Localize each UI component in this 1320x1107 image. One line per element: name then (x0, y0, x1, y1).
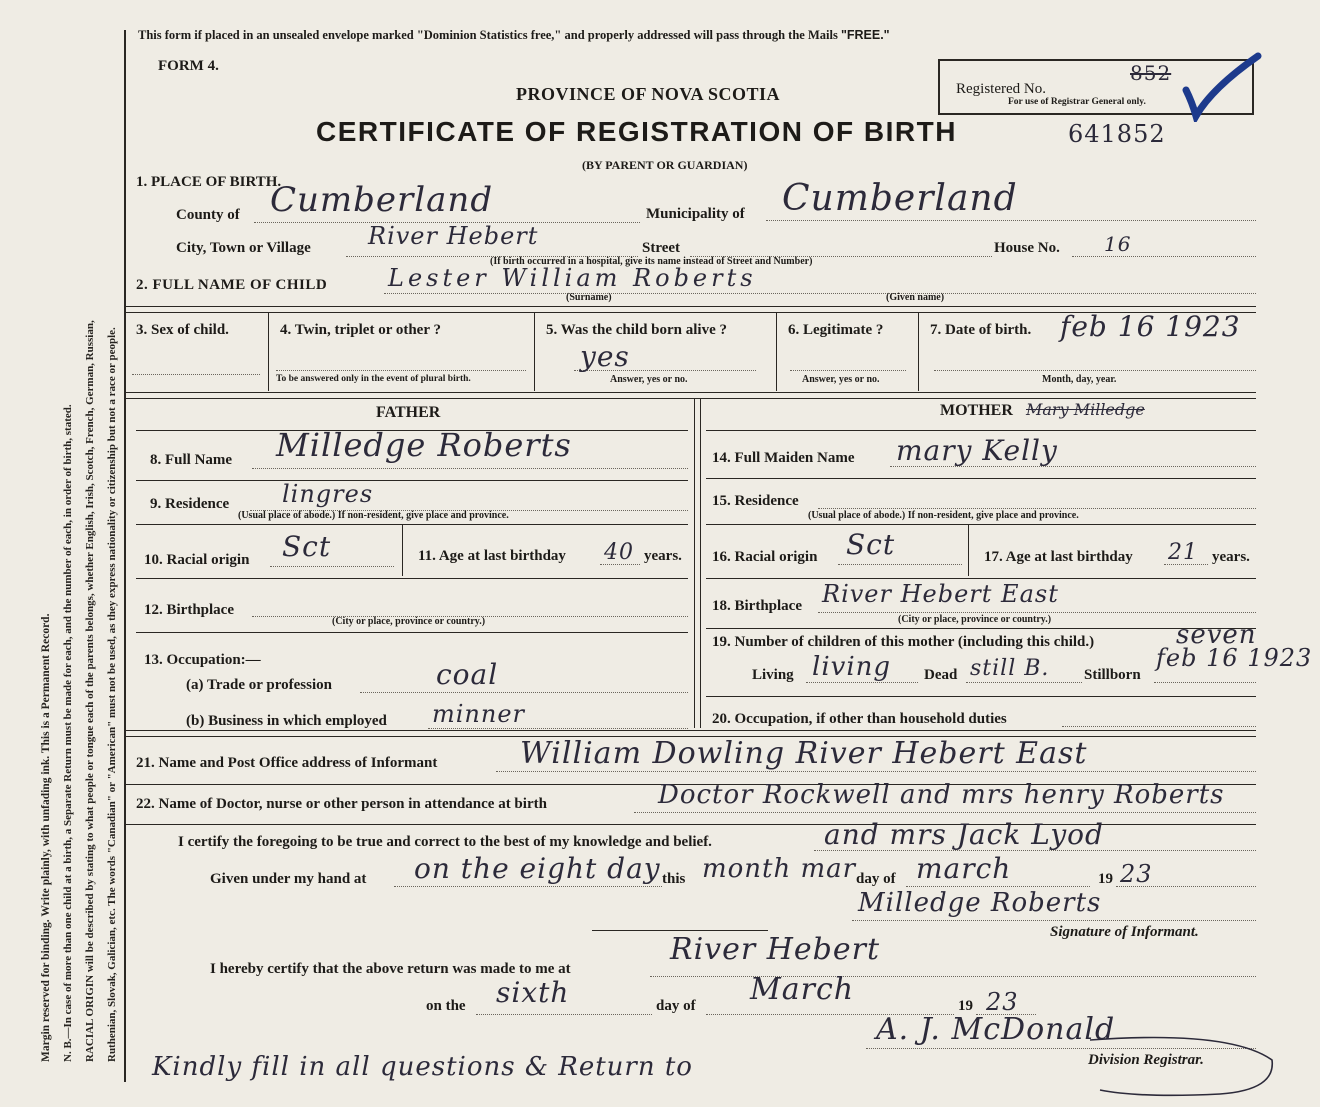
twin-note: To be answered only in the event of plural birth. (276, 374, 471, 384)
date-of-birth-note: Month, day, year. (1042, 374, 1117, 385)
mother-occupation-label: 20. Occupation, if other than household duties (712, 711, 1007, 727)
this-label: this (662, 871, 686, 887)
sex-label: 3. Sex of child. (136, 322, 229, 338)
day-of-value: march (916, 852, 1012, 885)
given-under-hand-label: Given under my hand at (210, 871, 367, 887)
dead-label: Dead (924, 667, 958, 683)
born-alive-note: Answer, yes or no. (610, 374, 688, 385)
father-residence-value: lingres (282, 480, 374, 508)
date-of-birth-label: 7. Date of birth. (930, 322, 1032, 338)
mail-free: "FREE." (840, 28, 890, 42)
house-value: 16 (1104, 232, 1132, 256)
informant-label: 21. Name and Post Office address of Informant (136, 755, 438, 771)
registrar-year-value: 23 (986, 988, 1019, 1016)
legitimate-note: Answer, yes or no. (802, 374, 880, 385)
margin-binding-note: Margin reserved for binding. Write plainly, with unfading ink. This is a Permanent Record. (40, 613, 52, 1062)
mother-birthplace-label: 18. Birthplace (712, 598, 802, 614)
registrar-certify-statement: I hereby certify that the above return was made to me at (210, 961, 571, 977)
child-name-label: 2. FULL NAME OF CHILD (136, 277, 328, 293)
father-age-value: 40 (604, 540, 634, 565)
father-birthplace-label: 12. Birthplace (144, 602, 234, 618)
given-under-hand-value: on the eight day (414, 852, 661, 885)
certificate-subtitle: (BY PARENT OR GUARDIAN) (582, 158, 748, 172)
mother-heading: MOTHER (940, 402, 1013, 419)
registrar-place-value: River Hebert (670, 932, 881, 967)
father-residence-note: (Usual place of abode.) If non-resident, give place and province. (238, 510, 509, 521)
mother-heading-strike: Mary Milledge (1026, 400, 1145, 419)
hospital-note: (If birth occurred in a hospital, give its name instead of Street and Number) (490, 256, 813, 267)
mother-age-unit: years. (1212, 549, 1250, 565)
registrar-day-of-value: March (750, 972, 855, 1007)
dead-value: still B. (970, 656, 1050, 681)
mother-children-value: seven (1176, 620, 1257, 650)
twin-label: 4. Twin, triplet or other ? (280, 322, 441, 338)
registrar-on-the-label: on the (426, 998, 466, 1014)
doctor-value-continued: and mrs Jack Lyod (824, 818, 1104, 851)
day-of-label: day of (856, 871, 896, 887)
registered-label: Registered No. (956, 81, 1046, 97)
registrar-signature-label: Division Registrar. (1088, 1052, 1204, 1068)
registrar-note: For use of Registrar General only. (1008, 97, 1146, 107)
county-label: County of (176, 207, 240, 223)
this-value: month mar (702, 854, 857, 884)
doctor-label: 22. Name of Doctor, nurse or other person in attendance at birth (136, 796, 547, 812)
informant-signature-label: Signature of Informant. (1050, 924, 1199, 940)
mother-birthplace-value: River Hebert East (822, 580, 1059, 608)
father-residence-label: 9. Residence (150, 496, 230, 512)
certificate-number: 641852 (1068, 120, 1166, 148)
father-occupation-label: 13. Occupation:— (144, 652, 261, 668)
margin-racial-origin-note: RACIAL ORIGIN will be described by stating to what people or tongue each of the parents belongs, whether English, Irish, Scotch, French, German, Russian, (84, 320, 96, 1062)
return-instruction-note: Kindly fill in all questions & Return to (152, 1052, 693, 1082)
child-name-value: Lester William Roberts (388, 264, 757, 292)
form-number: FORM 4. (158, 58, 219, 74)
municipality-value: Cumberland (782, 178, 1018, 219)
registrar-on-the-value: sixth (496, 976, 570, 1009)
father-age-label: 11. Age at last birthday (418, 548, 566, 564)
father-business-label: (b) Business in which employed (186, 713, 387, 729)
stillborn-value: feb 16 1923 (1156, 644, 1313, 672)
certify-statement: I certify the foregoing to be true and correct to the best of my knowledge and belief. (178, 834, 712, 850)
mother-name-label: 14. Full Maiden Name (712, 450, 855, 466)
father-heading: FATHER (376, 404, 441, 421)
margin-plural-birth-note: N. B.—In case of more than one child at a birth, a Separate Return must be made for each, and the number of each, in order of birth, stated. (62, 404, 74, 1062)
stillborn-label: Stillborn (1084, 667, 1141, 683)
registrar-signature: A. J. McDonald (876, 1012, 1116, 1047)
informant-year-value: 23 (1120, 860, 1153, 888)
born-alive-label: 5. Was the child born alive ? (546, 322, 727, 338)
living-value: living (812, 652, 892, 682)
form-left-border (124, 30, 126, 1082)
mother-residence-note: (Usual place of abode.) If non-resident, give place and province. (808, 510, 1079, 521)
father-business-value: minner (432, 700, 526, 728)
informant-signature: Milledge Roberts (858, 888, 1102, 918)
father-name-value: Milledge Roberts (276, 426, 572, 464)
born-alive-value: yes (580, 340, 630, 373)
house-label: House No. (994, 240, 1060, 256)
county-value: Cumberland (270, 180, 494, 220)
father-racial-label: 10. Racial origin (144, 552, 250, 568)
mother-birthplace-note: (City or place, province or country.) (898, 614, 1052, 625)
legitimate-label: 6. Legitimate ? (788, 322, 884, 338)
mother-age-label: 17. Age at last birthday (984, 549, 1133, 565)
father-racial-value: Sct (282, 530, 332, 563)
certificate-title: CERTIFICATE OF REGISTRATION OF BIRTH (316, 116, 957, 147)
surname-note: (Surname) (566, 292, 612, 303)
municipality-label: Municipality of (646, 206, 745, 222)
checkmark-icon (1182, 52, 1262, 122)
mail-notice: This form if placed in an unsealed envelope marked "Dominion Statistics free," and properly addressed will pass through the Mails (138, 28, 838, 42)
date-of-birth-value: feb 16 1923 (1060, 310, 1241, 343)
informant-value: William Dowling River Hebert East (520, 736, 1088, 771)
mother-age-value: 21 (1168, 540, 1198, 565)
father-age-unit: years. (644, 548, 682, 564)
father-trade-value: coal (436, 658, 499, 691)
place-of-birth-heading: 1. PLACE OF BIRTH. (136, 174, 282, 190)
margin-racial-origin-note-2: Ruthenian, Slovak, Galician, etc. The words "Canadian" or "American" must not be used, as they express nationality or citizenship but not a race or people. (106, 327, 118, 1062)
father-trade-label: (a) Trade or profession (186, 677, 332, 693)
living-label: Living (752, 667, 794, 683)
registered-number: 852 (1130, 61, 1172, 85)
informant-year-prefix: 19 (1098, 871, 1113, 887)
doctor-value: Doctor Rockwell and mrs henry Roberts (658, 780, 1225, 810)
father-birthplace-note: (City or place, province or country.) (332, 616, 486, 627)
mother-racial-value: Sct (846, 528, 896, 561)
mother-name-value: mary Kelly (896, 434, 1058, 467)
mother-residence-label: 15. Residence (712, 493, 799, 509)
street-label: Street (642, 240, 681, 256)
mother-children-label: 19. Number of children of this mother (including this child.) (712, 634, 1095, 650)
city-label: City, Town or Village (176, 240, 311, 256)
province-heading: PROVINCE OF NOVA SCOTIA (516, 84, 781, 104)
registrar-day-of-label: day of (656, 998, 696, 1014)
city-value: River Hebert (368, 222, 539, 250)
signature-flourish (1080, 1020, 1280, 1100)
father-name-label: 8. Full Name (150, 452, 233, 468)
registrar-year-prefix: 19 (958, 998, 973, 1014)
given-name-note: (Given name) (886, 292, 945, 303)
mother-racial-label: 16. Racial origin (712, 549, 818, 565)
